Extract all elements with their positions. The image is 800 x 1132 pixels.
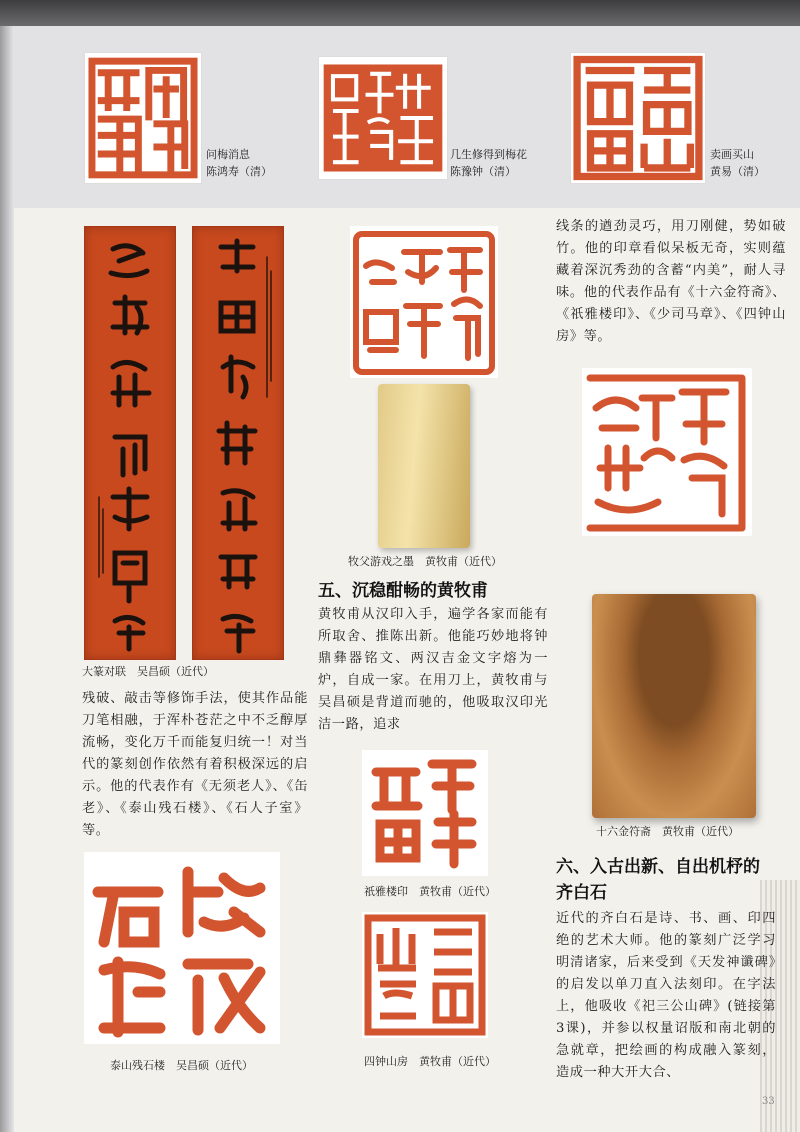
page-gutter-shadow [0,26,14,1132]
seal-jisheng-caption [450,146,527,180]
couplet-left-scroll [84,226,176,660]
taishan-caption: 泰山残石楼 吴昌硕（近代） [110,1059,253,1072]
seal-maihua-caption [710,146,765,180]
paragraph-huang-mufu: 黄牧甫从汉印入手，遍学各家而能有所取舍、推陈出新。他能巧妙地将钟鼎彝器铭文、两汉吉金文字熔为一炉，自成一家。在用刀上，黄牧甫与吴昌硕是背道而驰的，他吸取汉印光洁一路，追求 [318,607,548,732]
seal-stone-photo [378,384,470,548]
seal-qiyalou-yin [362,750,488,876]
seal-maihua-maishan [570,52,706,184]
couplet-right-scroll [192,226,284,660]
seal-shiliu-jinfuzhai [582,368,752,536]
section5-heading: 五、沉稳酣畅的黄牧甫 [318,581,488,601]
seal-jisheng-xiude [318,56,448,180]
section6-heading-line1: 六、入古出新、自出机杼的 [556,857,760,877]
sizhong-caption: 四钟山房 黄牧甫（近代） [364,1055,496,1068]
seal-author: 陈豫钟（清） [450,165,516,178]
paragraph-huang-continued: 线条的遒劲灵巧，用刀刚健，势如破竹。他的印章看似呆板无奇，实则蕴藏着深沉秀劲的含蓄“内美”，耐人寻味。他的代表作品有《十六金符斋》、《祇雅楼印》、《少司马章》、《四钟山房》等。 [556,219,786,344]
mufu-caption: 牧父游戏之墨 黄牧甫（近代） [348,555,502,568]
seal-title: 卖画买山 [710,148,754,161]
section6-heading-line2: 齐白石 [556,883,607,903]
seal-sizhong-shanfang [362,912,488,1038]
seal-title: 几生修得到梅花 [450,148,527,161]
couplet-caption: 大篆对联 吴昌硕（近代） [82,665,214,678]
paragraph-qi-baishi: 近代的齐白石是诗、书、画、印四绝的艺术大师。他的篆刻广泛学习明清诸家，后来受到《天发神谶碑》的启发以单刀直入法刻印。在字法上，他吸收《祀三公山碑》(链接第3课)，并参以权量诏版和南北朝的急就章，把绘画的构成融入篆刻，造成一种大开大合、 [556,911,776,1080]
page-top-edge [0,0,800,26]
qiya-caption: 祇雅楼印 黄牧甫（近代） [364,885,496,898]
seal-author: 黄易（清） [710,165,765,178]
seal-wenmei-xiaoxi [84,52,202,184]
seal-title: 问梅消息 [206,148,250,161]
shiliu-caption: 十六金符斋 黄牧甫（近代） [596,825,739,838]
seal-wenmei-caption [206,146,272,180]
paragraph-wu-changshuo: 残破、敲击等修饰手法，使其作品能刀笔相融，于浑朴苍茫之中不乏醇厚流畅，变化万千而能复归统一！对当代的篆刻创作依然有着积极深远的启示。他的代表作有《无须老人》、《缶老》、《泰山残石楼》、《石人子室》等。 [82,691,308,838]
seal-mufu-youxi [350,226,498,378]
seal-taishan-canshilou [84,852,280,1044]
page-number: 33 [762,1096,775,1107]
carved-seal-stone-photo [592,594,756,818]
seal-author: 陈鸿寿（清） [206,165,272,178]
section6-heading [556,854,760,906]
